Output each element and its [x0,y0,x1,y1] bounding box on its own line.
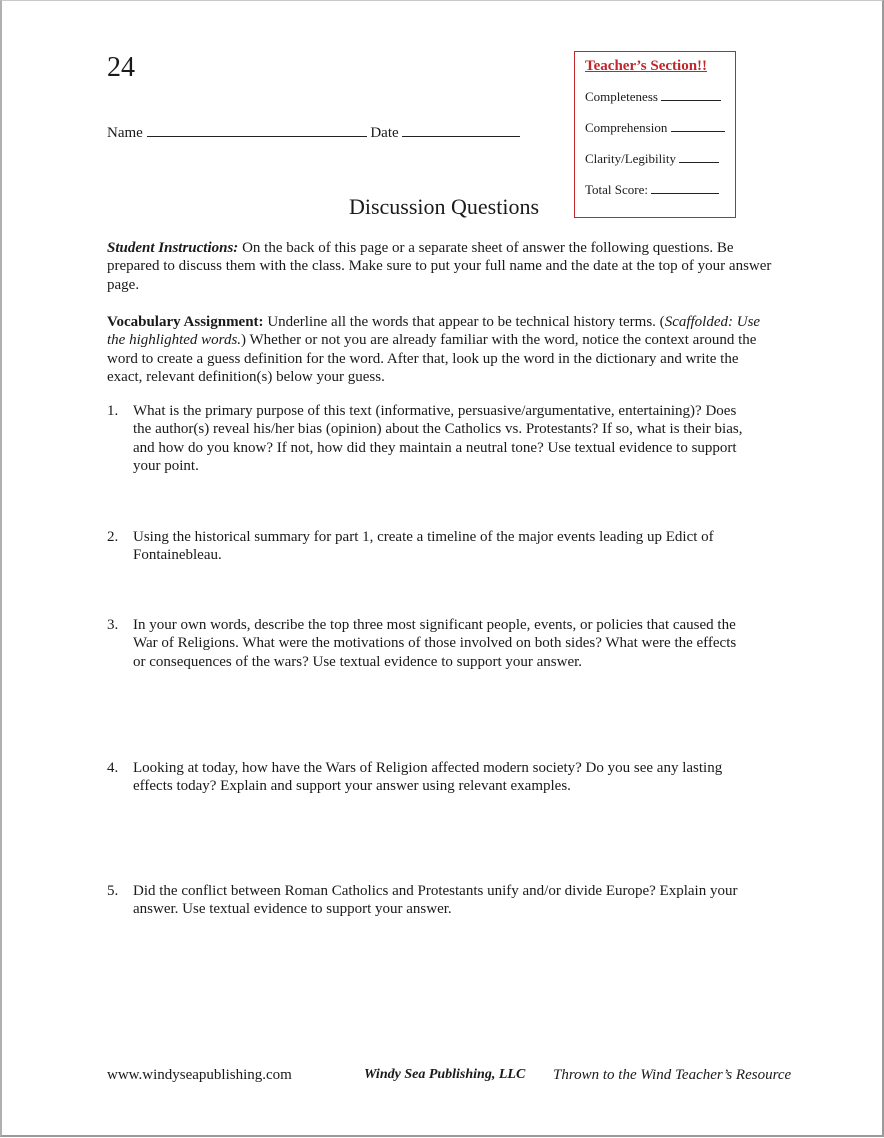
vocabulary-label: Vocabulary Assignment: [107,314,264,330]
instructions-label: Student Instructions: [107,240,239,256]
comprehension-label: Comprehension [585,120,668,135]
question-text: What is the primary purpose of this text (informative, persuasive/argumentative, entertaining)? Does the author(s) reveal his/her bias (opinion) about the Catholics vs. Protestants? If so, what is their bias, and how do you know? If not, how did they maintain a neutral tone? Use textual evidence to support your point. [133,403,743,474]
question-number: 1. [107,403,119,419]
name-date-line [107,124,520,142]
question-number: 5. [107,883,119,899]
vocabulary-scaffolded: Scaffolded: Use the highlighted words. [107,314,761,349]
footer-url: www.windyseapublishing.com [107,1067,292,1083]
page-number: 24 [107,52,135,83]
page-title: Discussion Questions [348,194,540,219]
clarity-blank [679,151,719,163]
total-score-blank [651,182,719,194]
comprehension-blank [671,120,725,132]
question-text: In your own words, describe the top three most significant people, events, or policies that caused the War of Religions. What were the motivations of those involved on both sides? What were the effects or consequences of the wars? Use textual evidence to support your answer. [133,617,737,670]
footer-resource: Thrown to the Wind Teacher’s Resource [553,1067,792,1083]
question-number: 3. [107,617,119,633]
vocabulary-assignment [107,313,775,386]
student-instructions [107,239,775,294]
completeness-label: Completeness [585,89,658,104]
comprehension-row [585,120,735,136]
completeness-blank [661,89,721,101]
footer-publisher: Windy Sea Publishing, LLC [364,1067,526,1082]
question-text: Using the historical summary for part 1, create a timeline of the major events leading up Edict of Fontainebleau. [133,529,714,564]
vocabulary-text-1: Underline all the words that appear to be technical history terms. ( [263,314,665,330]
question-number: 2. [107,529,119,545]
date-blank [402,124,520,137]
instructions-text: On the back of this page or a separate sheet of answer the following questions. Be prepared to discuss them with the class. Make sure to put your full name and the date at the top of your answer page. [107,240,772,293]
name-label: Name [107,125,143,141]
teacher-section-title: Teacher’s Section!! [585,58,708,74]
vocabulary-text-2: ) Whether or not you are already familiar with the word, notice the context around the word to create a guess definition for the word. After that, look up the word in the dictionary and write the exact, relevant definition(s) below your guess. [107,332,757,385]
question-text: Did the conflict between Roman Catholics and Protestants unify and/or divide Europe? Explain your answer. Use textual evidence to support your answer. [133,883,738,918]
date-label: Date [370,125,399,141]
clarity-row [585,151,735,167]
question-number: 4. [107,760,119,776]
question-text: Looking at today, how have the Wars of Religion affected modern society? Do you see any lasting effects today? Explain and support your answer using relevant examples. [133,760,723,795]
clarity-label: Clarity/Legibility [585,151,676,166]
question-3 [107,616,747,671]
total-score-label: Total Score: [585,182,648,197]
question-5 [107,882,747,919]
name-blank [147,124,367,137]
question-2 [107,528,747,565]
completeness-row [585,89,735,105]
question-4 [107,759,747,796]
teacher-section-box [574,51,736,218]
question-1 [107,402,747,475]
